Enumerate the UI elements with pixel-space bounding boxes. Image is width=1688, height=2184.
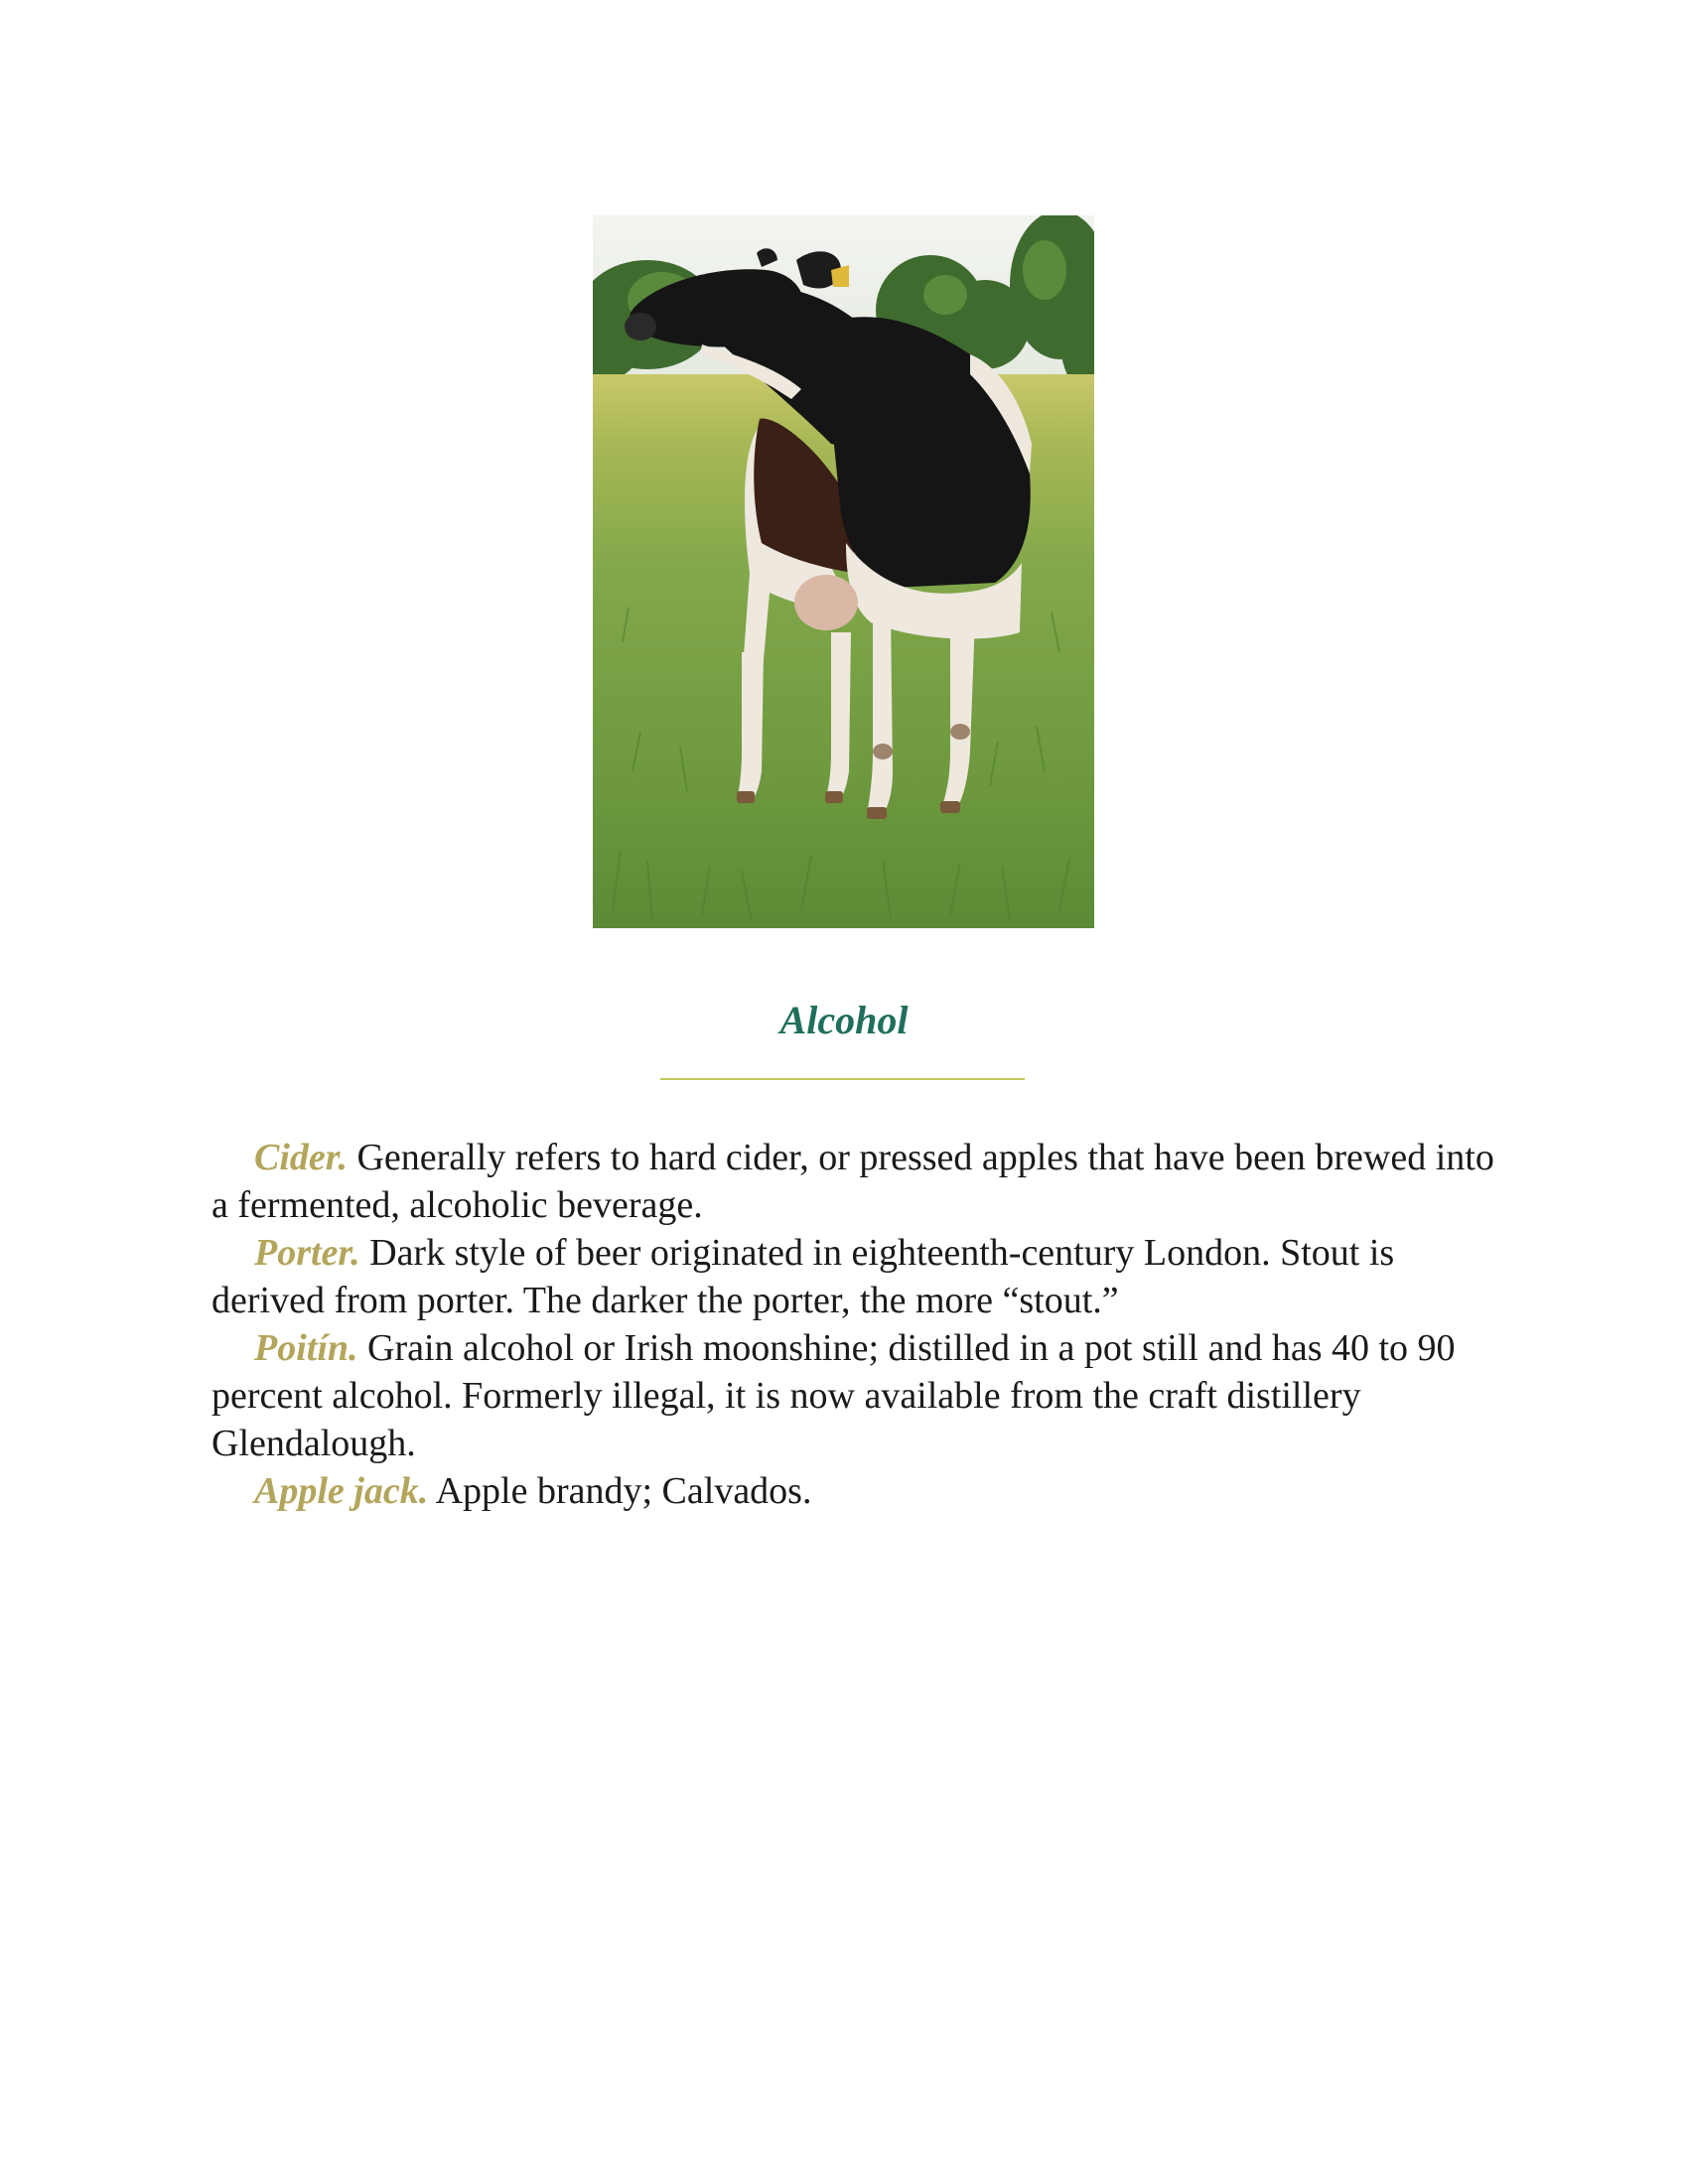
glossary-entry-cider xyxy=(211,1134,1502,1229)
glossary-entry-apple-jack xyxy=(211,1467,1502,1515)
glossary-term: Porter. xyxy=(254,1232,360,1274)
glossary-definition: Grain alcohol or Irish moonshine; distilled in a pot still and has 40 to 90 percent alcohol. Formerly illegal, it is now available from the craft distillery Glendalough. xyxy=(211,1327,1456,1464)
cow-photo xyxy=(593,215,1094,928)
title-divider xyxy=(660,1078,1025,1080)
alcohol-glossary xyxy=(211,1134,1502,1515)
glossary-definition: Apple brandy; Calvados. xyxy=(428,1470,812,1512)
glossary-term: Poitín. xyxy=(254,1327,358,1369)
glossary-entry-poitin xyxy=(211,1324,1502,1467)
glossary-entry-porter xyxy=(211,1229,1502,1324)
glossary-term: Cider. xyxy=(254,1137,348,1178)
glossary-term: Apple jack. xyxy=(254,1470,429,1512)
section-title: Alcohol xyxy=(779,998,909,1042)
glossary-definition: Generally refers to hard cider, or pressed apples that have been brewed into a fermented, alcoholic beverage. xyxy=(211,1137,1494,1226)
glossary-definition: Dark style of beer originated in eighteenth-century London. Stout is derived from porter. The darker the porter, the more “stout.” xyxy=(211,1232,1395,1321)
